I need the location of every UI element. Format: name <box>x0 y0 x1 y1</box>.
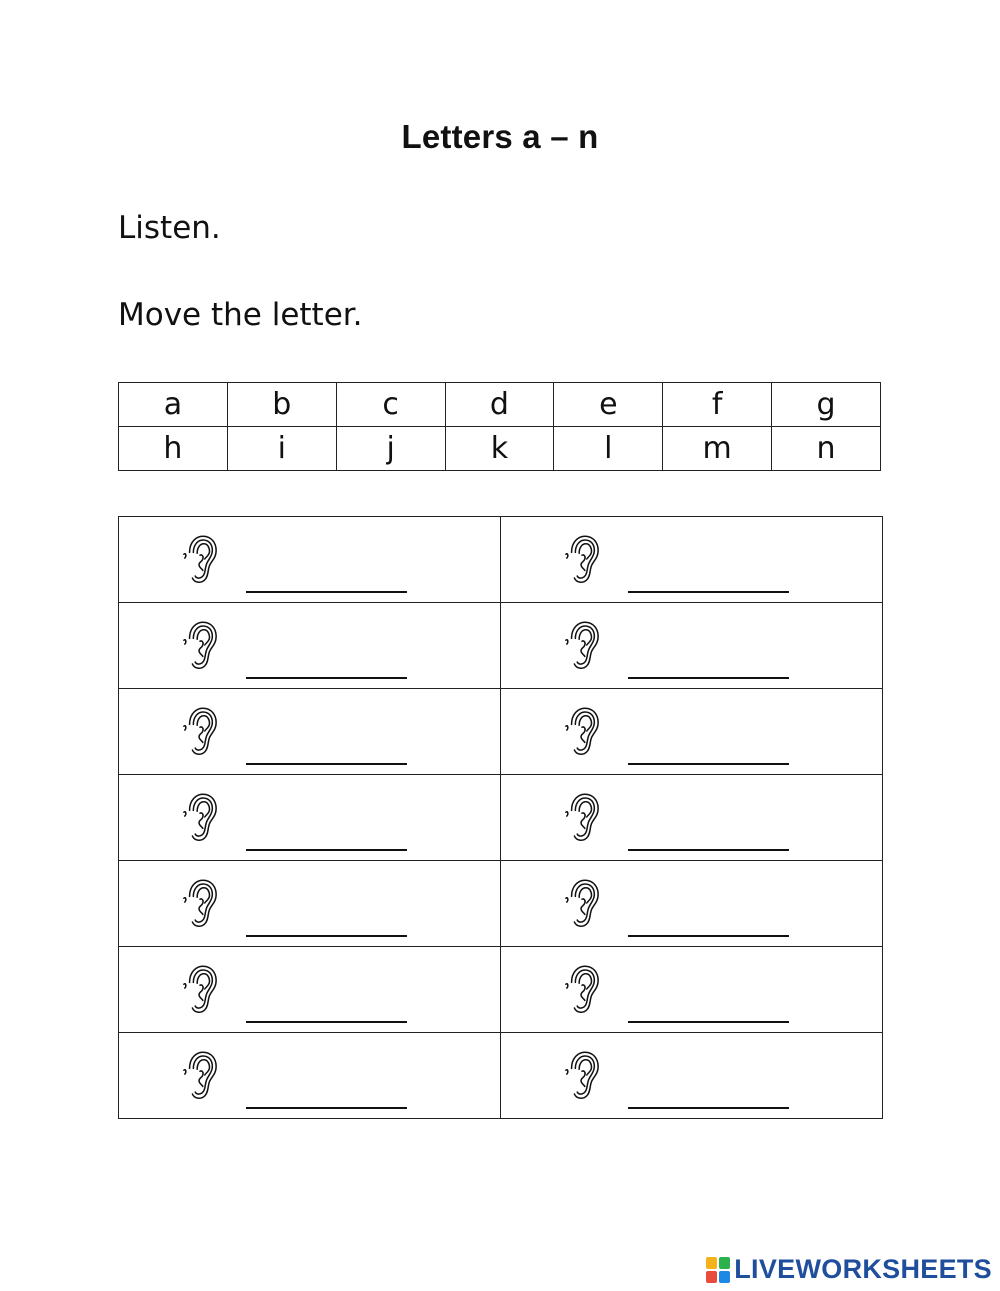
letter-tile[interactable]: h <box>119 427 228 471</box>
answer-drop-line[interactable] <box>246 677 407 679</box>
ear-icon[interactable] <box>181 791 219 843</box>
letter-tile[interactable]: l <box>554 427 663 471</box>
answer-drop-line[interactable] <box>628 591 789 593</box>
answer-drop-line[interactable] <box>628 935 789 937</box>
answer-row <box>119 517 883 603</box>
answer-drop-line[interactable] <box>246 763 407 765</box>
answer-cell <box>119 861 501 947</box>
ear-icon[interactable] <box>181 533 219 585</box>
letter-tile[interactable]: f <box>663 383 772 427</box>
letter-tile[interactable]: b <box>227 383 336 427</box>
answer-grid <box>118 516 883 1119</box>
ear-icon[interactable] <box>563 877 601 929</box>
ear-icon[interactable] <box>563 1049 601 1101</box>
letter-tile[interactable]: d <box>445 383 554 427</box>
letter-tile[interactable]: c <box>336 383 445 427</box>
ear-icon[interactable] <box>181 963 219 1015</box>
answer-cell <box>501 775 883 861</box>
answer-row <box>119 603 883 689</box>
answer-row <box>119 775 883 861</box>
letter-tile[interactable]: a <box>119 383 228 427</box>
answer-row <box>119 947 883 1033</box>
answer-row <box>119 689 883 775</box>
answer-cell <box>501 1033 883 1119</box>
answer-drop-line[interactable] <box>246 1107 407 1109</box>
answer-drop-line[interactable] <box>628 1021 789 1023</box>
ear-icon[interactable] <box>181 1049 219 1101</box>
answer-cell <box>119 689 501 775</box>
answer-drop-line[interactable] <box>246 1021 407 1023</box>
letter-row <box>119 383 881 427</box>
letter-tile[interactable]: g <box>772 383 881 427</box>
letter-tile[interactable]: j <box>336 427 445 471</box>
ear-icon[interactable] <box>563 705 601 757</box>
answer-cell <box>501 689 883 775</box>
answer-cell <box>119 775 501 861</box>
letter-tile[interactable]: k <box>445 427 554 471</box>
instruction-move: Move the letter. <box>118 297 363 333</box>
ear-icon[interactable] <box>181 619 219 671</box>
ear-icon[interactable] <box>181 705 219 757</box>
ear-icon[interactable] <box>563 619 601 671</box>
letter-row <box>119 427 881 471</box>
ear-icon[interactable] <box>563 533 601 585</box>
answer-drop-line[interactable] <box>628 677 789 679</box>
letter-tile[interactable]: i <box>227 427 336 471</box>
letter-tile[interactable]: n <box>772 427 881 471</box>
answer-drop-line[interactable] <box>246 591 407 593</box>
answer-drop-line[interactable] <box>628 763 789 765</box>
ear-icon[interactable] <box>181 877 219 929</box>
answer-cell <box>119 603 501 689</box>
worksheet-title: Letters a – n <box>401 118 599 155</box>
answer-drop-line[interactable] <box>628 849 789 851</box>
ear-icon[interactable] <box>563 963 601 1015</box>
answer-cell <box>501 517 883 603</box>
brand-text: LIVEWORKSHEETS <box>734 1254 992 1284</box>
letter-tile[interactable]: e <box>554 383 663 427</box>
answer-drop-line[interactable] <box>246 849 407 851</box>
letter-bank <box>118 382 881 471</box>
ear-icon[interactable] <box>563 791 601 843</box>
answer-cell <box>119 947 501 1033</box>
answer-cell <box>501 861 883 947</box>
answer-cell <box>119 1033 501 1119</box>
answer-cell <box>119 517 501 603</box>
liveworksheets-brand <box>706 1254 992 1285</box>
instruction-listen: Listen. <box>118 210 221 246</box>
answer-drop-line[interactable] <box>628 1107 789 1109</box>
liveworksheets-logo-icon <box>706 1257 730 1283</box>
answer-cell <box>501 603 883 689</box>
answer-drop-line[interactable] <box>246 935 407 937</box>
answer-row <box>119 1033 883 1119</box>
letter-tile[interactable]: m <box>663 427 772 471</box>
answer-cell <box>501 947 883 1033</box>
answer-row <box>119 861 883 947</box>
